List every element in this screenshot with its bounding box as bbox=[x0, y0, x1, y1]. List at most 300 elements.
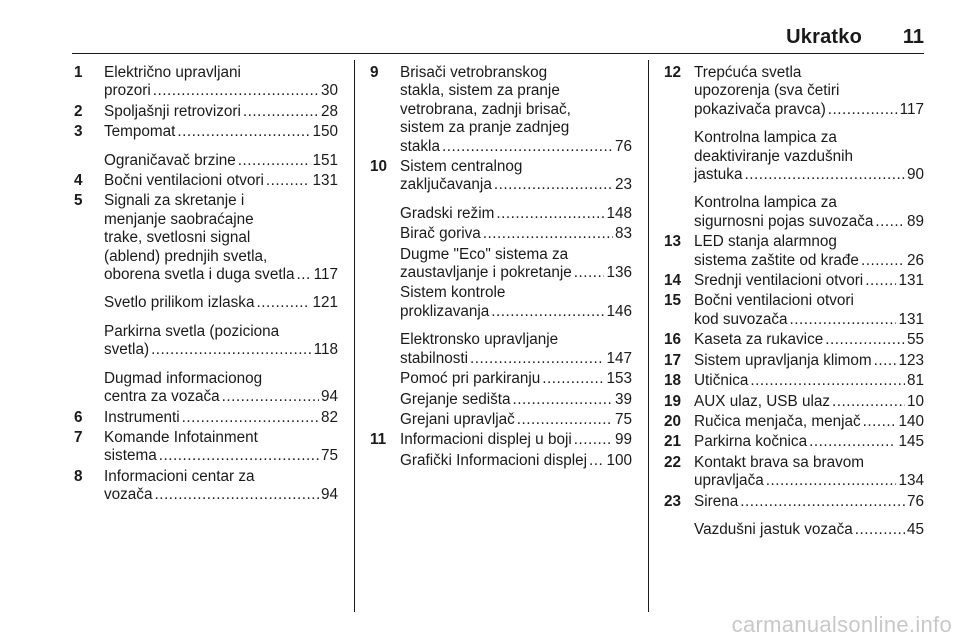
entry-body bbox=[400, 431, 632, 449]
entry-body bbox=[400, 158, 632, 195]
entry-text-line: kod suvozača bbox=[694, 310, 788, 328]
entry-last-line bbox=[694, 272, 924, 290]
entry-page-link[interactable]: 39 bbox=[614, 390, 632, 408]
entry-text-line: Električno upravljani bbox=[104, 64, 241, 81]
toc-entry[interactable] bbox=[370, 64, 632, 156]
entry-page-link[interactable]: 136 bbox=[606, 264, 632, 282]
entry-number: 17 bbox=[664, 351, 682, 369]
entry-last-line bbox=[694, 493, 924, 511]
entry-page-link[interactable]: 131 bbox=[312, 172, 338, 190]
dot-leader bbox=[542, 370, 604, 388]
entry-text-line: Informacioni displej u boji bbox=[400, 431, 572, 449]
toc-column-1 bbox=[74, 64, 338, 507]
entry-text-line: Ograničavač brzine bbox=[104, 151, 236, 169]
entry-last-line bbox=[694, 352, 924, 370]
dot-leader bbox=[151, 341, 312, 359]
entry-text-line: upozorenja (sva četiri bbox=[694, 82, 840, 100]
entry-last-line bbox=[400, 452, 632, 470]
entry-text-line: Bočni ventilacioni otvori bbox=[694, 292, 854, 310]
entry-page-link[interactable]: 146 bbox=[606, 302, 632, 320]
entry-last-line bbox=[694, 101, 924, 119]
dot-leader bbox=[574, 431, 613, 449]
entry-last-line bbox=[104, 266, 338, 284]
entry-text-line: Parkirna svetla (poziciona bbox=[104, 322, 280, 340]
entry-body bbox=[694, 433, 924, 451]
toc-entry[interactable] bbox=[370, 391, 632, 409]
dot-leader bbox=[825, 331, 905, 349]
dot-leader bbox=[153, 82, 319, 100]
dot-leader bbox=[865, 272, 896, 290]
entry-number: 7 bbox=[74, 428, 83, 446]
toc-entry[interactable] bbox=[370, 246, 632, 283]
entry-body bbox=[400, 452, 632, 470]
toc-entry[interactable] bbox=[664, 194, 924, 231]
entry-number: 2 bbox=[74, 102, 83, 120]
entry-body bbox=[694, 493, 924, 511]
toc-entry[interactable] bbox=[74, 294, 338, 312]
toc-entry[interactable] bbox=[370, 284, 632, 321]
entry-last-line bbox=[104, 103, 338, 121]
entry-page-link[interactable]: 99 bbox=[614, 431, 632, 449]
entry-body bbox=[104, 123, 338, 141]
entry-last-line bbox=[104, 172, 338, 190]
toc-entry[interactable] bbox=[664, 493, 924, 511]
entry-last-line bbox=[400, 176, 632, 194]
entry-number bbox=[370, 246, 400, 283]
entry-number bbox=[74, 152, 104, 170]
entry-text-line: Grejanje sedišta bbox=[400, 390, 511, 408]
entry-body bbox=[400, 225, 632, 243]
entry-text-line: AUX ulaz, USB ulaz bbox=[694, 392, 831, 410]
entry-number: 3 bbox=[74, 123, 83, 141]
page-header bbox=[72, 26, 924, 54]
header-rule bbox=[72, 53, 924, 54]
dot-leader bbox=[861, 252, 905, 270]
entry-text-line: Bočni ventilacioni otvori bbox=[104, 172, 264, 190]
entry-text-line: Informacioni centar za bbox=[104, 467, 255, 485]
entry-body bbox=[104, 152, 338, 170]
entry-body bbox=[400, 246, 632, 283]
toc-entry[interactable] bbox=[74, 429, 338, 466]
dot-leader bbox=[154, 486, 319, 504]
entry-page-link[interactable]: 117 bbox=[899, 100, 924, 118]
entry-number: 10 bbox=[370, 158, 388, 176]
dot-leader bbox=[574, 264, 605, 282]
entry-page-link[interactable]: 147 bbox=[606, 349, 632, 367]
entry-last-line bbox=[104, 294, 338, 312]
entry-page-link[interactable]: 75 bbox=[614, 410, 632, 428]
entry-number bbox=[664, 521, 694, 539]
toc-entry[interactable] bbox=[664, 272, 924, 290]
entry-text-line: stakla, sistem za pranje bbox=[400, 82, 560, 100]
entry-text-line: Dugme "Eco" sistema za bbox=[400, 245, 569, 263]
dot-leader bbox=[832, 393, 905, 411]
toc-entry[interactable] bbox=[370, 370, 632, 388]
entry-text-line: stakla bbox=[400, 137, 440, 155]
entry-text-line: Sistem upravljanja klimom bbox=[694, 351, 872, 369]
watermark: carmanualsonline.info bbox=[731, 612, 952, 637]
entry-text-line: pokazivača pravca) bbox=[694, 100, 826, 118]
toc-column-3 bbox=[664, 64, 924, 541]
toc-entry[interactable] bbox=[74, 323, 338, 360]
entry-text-line: Tempomat bbox=[104, 123, 176, 141]
entry-number bbox=[664, 129, 694, 184]
toc-entry[interactable] bbox=[74, 192, 338, 284]
entry-page-link[interactable]: 30 bbox=[320, 82, 338, 100]
entry-number: 9 bbox=[370, 64, 379, 81]
entry-page-link[interactable]: 94 bbox=[320, 486, 338, 504]
entry-last-line bbox=[400, 225, 632, 243]
entry-last-line bbox=[400, 303, 632, 321]
entry-number bbox=[370, 411, 400, 429]
entry-body bbox=[104, 192, 338, 284]
entry-page-link[interactable]: 118 bbox=[313, 341, 338, 359]
entry-number: 4 bbox=[74, 172, 83, 190]
entry-text-line: Grafički Informacioni displej bbox=[400, 451, 588, 469]
entry-text-line: sistema bbox=[104, 447, 157, 465]
entry-text-line: Sistem centralnog bbox=[400, 158, 523, 176]
entry-body bbox=[694, 129, 924, 184]
dot-leader bbox=[238, 152, 311, 170]
entry-last-line bbox=[400, 370, 632, 388]
dot-leader bbox=[790, 311, 897, 329]
toc-column-2 bbox=[370, 64, 632, 472]
dot-leader bbox=[243, 103, 319, 121]
toc-entry[interactable] bbox=[664, 233, 924, 270]
toc-entry[interactable] bbox=[74, 123, 338, 141]
toc-entry[interactable] bbox=[664, 64, 924, 119]
entry-text-line: sistem za pranje zadnjeg bbox=[400, 119, 570, 137]
entry-text-line: sigurnosni pojas suvozača bbox=[694, 212, 874, 230]
toc-entry[interactable] bbox=[370, 225, 632, 243]
entry-page-link[interactable]: 26 bbox=[906, 251, 924, 269]
entry-last-line bbox=[694, 372, 924, 390]
entry-body bbox=[400, 205, 632, 223]
dot-leader bbox=[863, 413, 897, 431]
entry-text-line: Ručica menjača, menjač bbox=[694, 412, 861, 430]
dot-leader bbox=[256, 294, 310, 312]
toc-entry[interactable] bbox=[370, 205, 632, 223]
entry-page-link[interactable]: 75 bbox=[320, 447, 338, 465]
dot-leader bbox=[177, 123, 310, 141]
dot-leader bbox=[766, 472, 897, 490]
dot-leader bbox=[744, 166, 905, 184]
dot-leader bbox=[750, 372, 905, 390]
entry-page-link[interactable]: 82 bbox=[320, 408, 338, 426]
entry-text-line: Birač goriva bbox=[400, 225, 481, 243]
entry-last-line bbox=[694, 433, 924, 451]
entry-last-line bbox=[694, 393, 924, 411]
entry-last-line bbox=[694, 521, 924, 539]
entry-body bbox=[400, 64, 632, 156]
dot-leader bbox=[222, 388, 319, 406]
entry-text-line: Elektronsko upravljanje bbox=[400, 331, 559, 349]
dot-leader bbox=[496, 205, 604, 223]
entry-text-line: trake, svetlosni signal bbox=[104, 229, 251, 247]
dot-leader bbox=[874, 352, 897, 370]
toc-entry[interactable] bbox=[664, 352, 924, 370]
toc-entry[interactable] bbox=[74, 152, 338, 170]
entry-body bbox=[694, 233, 924, 270]
entry-number: 13 bbox=[664, 233, 682, 251]
entry-text-line: Sirena bbox=[694, 492, 739, 510]
entry-body bbox=[694, 194, 924, 231]
dot-leader bbox=[589, 452, 604, 470]
entry-last-line bbox=[694, 472, 924, 490]
entry-last-line bbox=[694, 213, 924, 231]
entry-body bbox=[694, 393, 924, 411]
entry-last-line bbox=[400, 391, 632, 409]
entry-body bbox=[694, 454, 924, 491]
entry-text-line: Utičnica bbox=[694, 372, 749, 390]
toc-entry[interactable] bbox=[74, 468, 338, 505]
entry-last-line bbox=[694, 413, 924, 431]
entry-number bbox=[664, 194, 694, 231]
entry-body bbox=[104, 409, 338, 427]
entry-text-line: zaključavanja bbox=[400, 176, 492, 194]
toc-entry[interactable] bbox=[370, 158, 632, 195]
dot-leader bbox=[470, 350, 604, 368]
entry-page-link[interactable]: 140 bbox=[898, 412, 924, 430]
entry-text-line: oborena svetla i duga svetla bbox=[104, 266, 295, 284]
entry-number bbox=[370, 452, 400, 470]
entry-text-line: Gradski režim bbox=[400, 204, 495, 222]
entry-number bbox=[74, 323, 104, 360]
entry-number bbox=[370, 391, 400, 409]
entry-page-link[interactable]: 123 bbox=[898, 351, 924, 369]
entry-text-line: Vazdušni jastuk vozača bbox=[694, 520, 853, 538]
toc-entry[interactable] bbox=[74, 64, 338, 101]
entry-last-line bbox=[400, 138, 632, 156]
entry-number: 20 bbox=[664, 412, 682, 430]
entry-number: 6 bbox=[74, 408, 83, 426]
entry-body bbox=[694, 372, 924, 390]
dot-leader bbox=[182, 409, 319, 427]
entry-text-line: zaustavljanje i pokretanje bbox=[400, 264, 572, 282]
entry-number: 5 bbox=[74, 192, 83, 210]
toc-entry[interactable] bbox=[74, 370, 338, 407]
entry-body bbox=[104, 323, 338, 360]
entry-text-line: Sistem kontrole bbox=[400, 284, 506, 302]
entry-text-line: prozori bbox=[104, 82, 151, 100]
entry-last-line bbox=[104, 341, 338, 359]
entry-body bbox=[104, 172, 338, 190]
entry-last-line bbox=[694, 252, 924, 270]
entry-number: 11 bbox=[370, 431, 387, 449]
entry-number bbox=[74, 370, 104, 407]
entry-last-line bbox=[400, 350, 632, 368]
dot-leader bbox=[809, 433, 896, 451]
entry-last-line bbox=[400, 431, 632, 449]
entry-body bbox=[694, 292, 924, 329]
entry-text-line: Kontakt brava sa bravom bbox=[694, 453, 865, 471]
entry-page-link[interactable]: 131 bbox=[898, 272, 924, 290]
toc-entry[interactable] bbox=[370, 411, 632, 429]
entry-number: 18 bbox=[664, 372, 682, 390]
entry-body bbox=[694, 331, 924, 349]
entry-last-line bbox=[400, 411, 632, 429]
toc-entry[interactable] bbox=[664, 454, 924, 491]
entry-body bbox=[400, 331, 632, 368]
dot-leader bbox=[491, 303, 604, 321]
page-title: Ukratko bbox=[786, 26, 862, 48]
entry-text-line: Brisači vetrobranskog bbox=[400, 64, 548, 81]
toc-entry[interactable] bbox=[370, 452, 632, 470]
entry-body bbox=[104, 370, 338, 407]
entry-number: 1 bbox=[74, 64, 83, 81]
entry-page-link[interactable]: 131 bbox=[898, 310, 924, 328]
entry-page-link[interactable]: 81 bbox=[906, 372, 924, 390]
entry-page-link[interactable]: 76 bbox=[906, 492, 924, 510]
entry-text-line: jastuka bbox=[694, 166, 743, 184]
entry-text-line: Svetlo prilikom izlaska bbox=[104, 294, 255, 312]
entry-text-line: Grejani upravljač bbox=[400, 410, 515, 428]
entry-text-line: upravljača bbox=[694, 472, 764, 490]
entry-page-link[interactable]: 153 bbox=[606, 370, 632, 388]
entry-text-line: Kontrolna lampica za bbox=[694, 129, 837, 147]
toc-entry[interactable] bbox=[74, 103, 338, 121]
toc-entry[interactable] bbox=[370, 331, 632, 368]
entry-page-link[interactable]: 28 bbox=[320, 102, 338, 120]
entry-number: 22 bbox=[664, 453, 682, 471]
dot-leader bbox=[494, 176, 613, 194]
dot-leader bbox=[513, 391, 613, 409]
entry-number: 15 bbox=[664, 292, 682, 310]
dot-leader bbox=[266, 172, 311, 190]
entry-page-link[interactable]: 89 bbox=[906, 212, 924, 230]
entry-text-line: vozača bbox=[104, 486, 153, 504]
entry-last-line bbox=[694, 311, 924, 329]
entry-number bbox=[370, 370, 400, 388]
entry-text-line: Kontrolna lampica za bbox=[694, 194, 837, 212]
entry-body bbox=[694, 64, 924, 119]
entry-page-link[interactable]: 145 bbox=[898, 433, 924, 451]
entry-page-link[interactable]: 150 bbox=[312, 123, 338, 141]
entry-body bbox=[694, 352, 924, 370]
toc-entry[interactable] bbox=[74, 172, 338, 190]
entry-number: 12 bbox=[664, 64, 682, 81]
entry-page-link[interactable]: 151 bbox=[312, 151, 338, 169]
dot-leader bbox=[875, 213, 905, 231]
entry-text-line: Trepćuća svetla bbox=[694, 64, 802, 81]
entry-number bbox=[370, 284, 400, 321]
entry-number bbox=[370, 205, 400, 223]
entry-text-line: vetrobrana, zadnji brisač, bbox=[400, 100, 571, 118]
toc-entry[interactable] bbox=[664, 292, 924, 329]
entry-text-line: Komande Infotainment bbox=[104, 428, 258, 446]
entry-text-line: LED stanja alarmnog bbox=[694, 233, 837, 251]
entry-text-line: Parkirna kočnica bbox=[694, 433, 808, 451]
entry-text-line: Spoljašnji retrovizori bbox=[104, 102, 241, 120]
toc-entry[interactable] bbox=[370, 431, 632, 449]
entry-page-link[interactable]: 117 bbox=[313, 266, 338, 284]
entry-page-link[interactable]: 83 bbox=[614, 225, 632, 243]
entry-number: 19 bbox=[664, 392, 682, 410]
entry-last-line bbox=[694, 166, 924, 184]
toc-entry[interactable] bbox=[664, 372, 924, 390]
entry-last-line bbox=[400, 264, 632, 282]
toc-entry[interactable] bbox=[664, 433, 924, 451]
entry-text-line: menjanje saobraćajne bbox=[104, 210, 254, 228]
entry-page-link[interactable]: 23 bbox=[614, 176, 632, 194]
entry-last-line bbox=[104, 409, 338, 427]
dot-leader bbox=[297, 266, 312, 284]
entry-text-line: Srednji ventilacioni otvori bbox=[694, 272, 864, 290]
toc-entry[interactable] bbox=[74, 409, 338, 427]
entry-number: 14 bbox=[664, 272, 682, 290]
entry-body bbox=[104, 103, 338, 121]
entry-last-line bbox=[104, 388, 338, 406]
entry-last-line bbox=[400, 205, 632, 223]
entry-page-link[interactable]: 90 bbox=[906, 166, 924, 184]
entry-text-line: Signali za skretanje i bbox=[104, 192, 245, 210]
entry-body bbox=[104, 294, 338, 312]
dot-leader bbox=[740, 493, 905, 511]
column-divider bbox=[648, 60, 649, 612]
entry-text-line: deaktiviranje vazdušnih bbox=[694, 147, 854, 165]
entry-number bbox=[370, 331, 400, 368]
entry-text-line: proklizavanja bbox=[400, 302, 490, 320]
dot-leader bbox=[517, 411, 613, 429]
dot-leader bbox=[828, 101, 898, 119]
toc-entry[interactable] bbox=[664, 521, 924, 539]
entry-page-link[interactable]: 148 bbox=[606, 204, 632, 222]
entry-text-line: centra za vozača bbox=[104, 388, 220, 406]
entry-page-link[interactable]: 55 bbox=[906, 331, 924, 349]
entry-text-line: Pomoć pri parkiranju bbox=[400, 370, 541, 388]
entry-text-line: svetla) bbox=[104, 341, 150, 359]
entry-last-line bbox=[694, 331, 924, 349]
entry-body bbox=[694, 413, 924, 431]
entry-text-line: Kaseta za rukavice bbox=[694, 331, 824, 349]
entry-text-line: stabilnosti bbox=[400, 349, 469, 367]
entry-last-line bbox=[104, 447, 338, 465]
entry-text-line: Dugmad informacionog bbox=[104, 369, 263, 387]
toc-entry[interactable] bbox=[664, 413, 924, 431]
entry-number: 21 bbox=[664, 433, 682, 451]
entry-number: 8 bbox=[74, 467, 83, 485]
entry-page-link[interactable]: 94 bbox=[320, 388, 338, 406]
dot-leader bbox=[159, 447, 319, 465]
entry-body bbox=[400, 284, 632, 321]
entry-body bbox=[400, 391, 632, 409]
entry-text-line: sistema zaštite od krađe bbox=[694, 251, 859, 269]
entry-body bbox=[104, 64, 338, 101]
entry-body bbox=[400, 411, 632, 429]
entry-last-line bbox=[104, 123, 338, 141]
entry-body bbox=[694, 521, 924, 539]
column-divider bbox=[354, 60, 355, 612]
dot-leader bbox=[855, 521, 905, 539]
entry-body bbox=[104, 429, 338, 466]
entry-number: 23 bbox=[664, 492, 682, 510]
entry-text-line: (ablend) prednjih svetla, bbox=[104, 247, 268, 265]
entry-body bbox=[694, 272, 924, 290]
toc-entry[interactable] bbox=[664, 331, 924, 349]
entry-page-link[interactable]: 100 bbox=[606, 451, 632, 469]
entry-page-link[interactable]: 45 bbox=[906, 520, 924, 538]
entry-page-link[interactable]: 134 bbox=[898, 472, 924, 490]
entry-page-link[interactable]: 121 bbox=[312, 294, 338, 312]
toc-entry[interactable] bbox=[664, 129, 924, 184]
entry-page-link[interactable]: 10 bbox=[906, 392, 924, 410]
entry-last-line bbox=[104, 486, 338, 504]
entry-body bbox=[400, 370, 632, 388]
entry-number bbox=[74, 294, 104, 312]
entry-page-link[interactable]: 76 bbox=[614, 137, 632, 155]
entry-last-line bbox=[104, 82, 338, 100]
toc-entry[interactable] bbox=[664, 393, 924, 411]
